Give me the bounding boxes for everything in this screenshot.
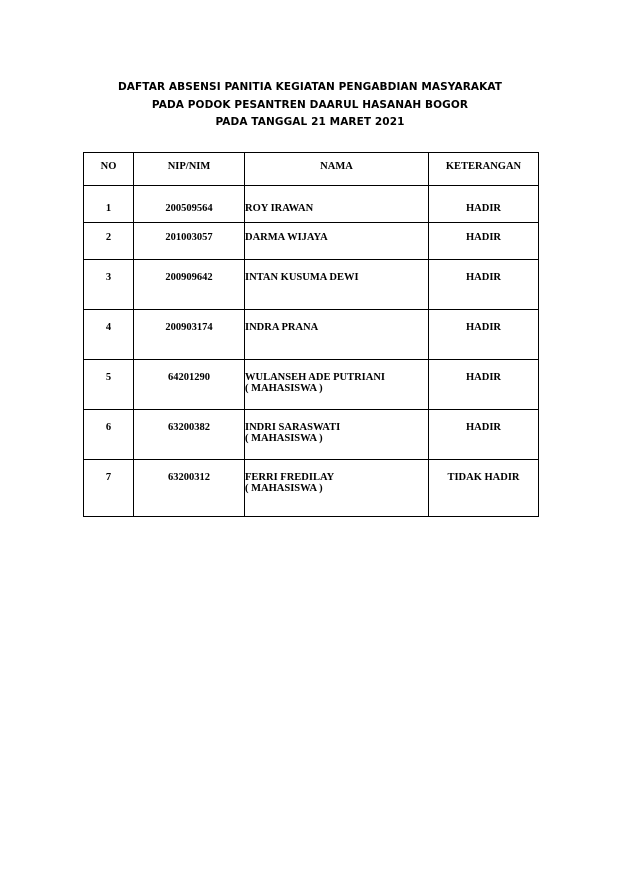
- cell-nama: [245, 360, 429, 410]
- nama-text: DARMA WIJAYA: [245, 232, 328, 243]
- cell-keterangan: HADIR: [429, 410, 539, 460]
- nama-text: ROY IRAWAN: [245, 203, 314, 214]
- cell-nip: 201003057: [134, 223, 245, 260]
- cell-nip: 64201290: [134, 360, 245, 410]
- cell-nama: [245, 186, 429, 223]
- cell-nip: 200909642: [134, 260, 245, 310]
- cell-nip: 200509564: [134, 186, 245, 223]
- table-row: [84, 460, 539, 517]
- nama-text: INDRA PRANA: [245, 322, 319, 333]
- cell-no: 2: [84, 223, 134, 260]
- nama-status: ( MAHASISWA ): [245, 433, 323, 444]
- cell-nip: 200903174: [134, 310, 245, 360]
- cell-no: 4: [84, 310, 134, 360]
- header-nip-nim: NIP/NIM: [134, 153, 245, 186]
- cell-keterangan: TIDAK HADIR: [429, 460, 539, 517]
- cell-nip: 63200382: [134, 410, 245, 460]
- cell-no: 6: [84, 410, 134, 460]
- document-title-line-2: PADA PODOK PESANTREN DAARUL HASANAH BOGOR: [151, 99, 469, 111]
- nama-text: WULANSEH ADE PUTRIANI: [245, 372, 386, 383]
- cell-nama: [245, 310, 429, 360]
- nama-status: ( MAHASISWA ): [245, 383, 323, 394]
- nama-status: ( MAHASISWA ): [245, 483, 323, 494]
- cell-keterangan: HADIR: [429, 260, 539, 310]
- header-nama: NAMA: [245, 153, 429, 186]
- cell-no: 7: [84, 460, 134, 517]
- cell-nip: 63200312: [134, 460, 245, 517]
- table-row: [84, 360, 539, 410]
- cell-no: 1: [84, 186, 134, 223]
- table-row: [84, 410, 539, 460]
- cell-nama: [245, 260, 429, 310]
- table-row: [84, 310, 539, 360]
- attendance-table: [83, 152, 539, 517]
- cell-nama: [245, 460, 429, 517]
- nama-text: INTAN KUSUMA DEWI: [245, 272, 359, 283]
- header-no: NO: [84, 153, 134, 186]
- cell-keterangan: HADIR: [429, 186, 539, 223]
- cell-nama: [245, 410, 429, 460]
- table-header-row: [84, 153, 539, 186]
- table-row: [84, 223, 539, 260]
- cell-no: 5: [84, 360, 134, 410]
- cell-keterangan: HADIR: [429, 223, 539, 260]
- cell-nama: [245, 223, 429, 260]
- cell-no: 3: [84, 260, 134, 310]
- header-keterangan: KETERANGAN: [429, 153, 539, 186]
- table-row: [84, 186, 539, 223]
- cell-keterangan: HADIR: [429, 360, 539, 410]
- nama-text: FERRI FREDILAY: [245, 472, 335, 483]
- document-title-line-3: PADA TANGGAL 21 MARET 2021: [215, 116, 405, 128]
- table-row: [84, 260, 539, 310]
- document-title-line-1: DAFTAR ABSENSI PANITIA KEGIATAN PENGABDIAN MASYARAKAT: [117, 81, 503, 93]
- nama-text: INDRI SARASWATI: [245, 422, 341, 433]
- cell-keterangan: HADIR: [429, 310, 539, 360]
